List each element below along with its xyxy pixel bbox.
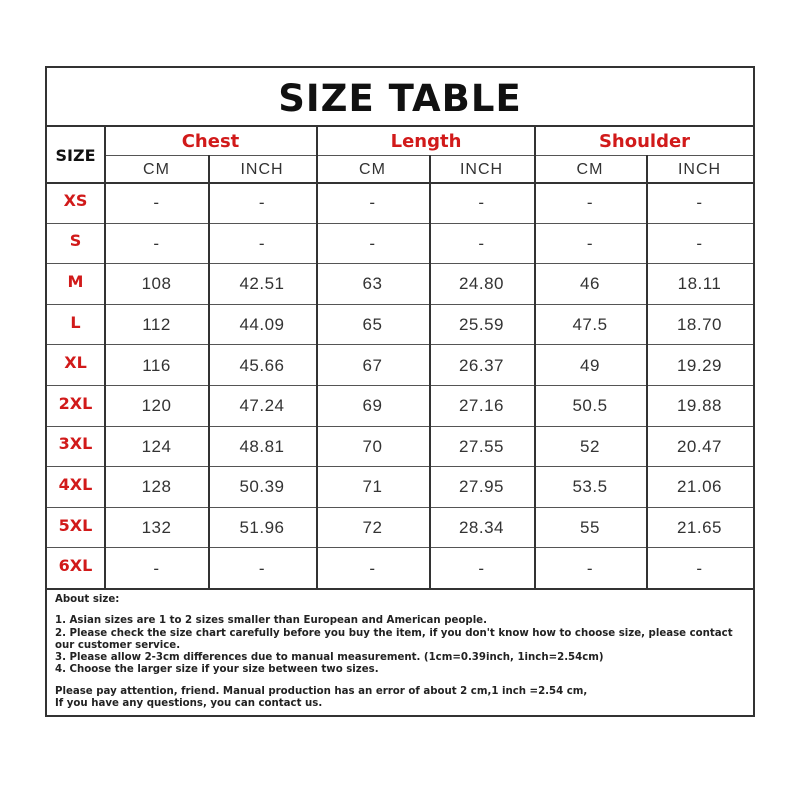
unit-header-inch: INCH [240, 160, 284, 178]
about-size-notes [55, 594, 750, 710]
unit-header-cm: CM [576, 160, 604, 178]
measurement-cell: 42.51 [239, 274, 285, 294]
measurement-cell: - [369, 193, 376, 213]
measurement-cell: - [696, 558, 703, 578]
measurement-cell: 55 [580, 518, 600, 538]
measurement-cell: - [258, 558, 266, 578]
measurement-cell: - [696, 193, 703, 213]
measurement-cell: 67 [362, 355, 383, 375]
size-label: XL [64, 353, 87, 373]
measurement-cell: 71 [362, 477, 383, 497]
note-item: 4. Choose the larger size if your size between two sizes. [55, 664, 379, 676]
measurement-cell: - [696, 233, 703, 253]
measurement-cell: 70 [362, 436, 383, 456]
size-label: 2XL [58, 393, 93, 413]
row-divider [47, 588, 753, 590]
size-label: 6XL [58, 556, 93, 576]
measurement-cell: - [369, 233, 376, 253]
measurement-cell: 116 [142, 355, 171, 375]
measurement-cell: 27.95 [458, 477, 505, 497]
measurement-cell: 112 [142, 315, 171, 335]
size-column-header: SIZE [55, 146, 96, 165]
note-item: 1. Asian sizes are 1 to 2 sizes smaller than European and American people. [55, 615, 487, 627]
size-label: 3XL [58, 434, 93, 454]
measurement-cell: 72 [362, 518, 383, 538]
measurement-cell: 128 [141, 477, 172, 497]
measurement-cell: 21.65 [676, 518, 723, 538]
measurement-cell: 25.59 [458, 315, 505, 335]
notes-footer-line: If you have any questions, you can contact us. [55, 698, 323, 710]
measurement-cell: 24.80 [458, 274, 505, 294]
measurement-cell: - [153, 193, 160, 213]
size-label: S [69, 231, 82, 251]
measurement-cell: 53.5 [572, 477, 608, 497]
measurement-cell: 48.81 [239, 436, 285, 456]
measurement-cell: 20.47 [676, 436, 723, 456]
table-title: SIZE TABLE [278, 76, 522, 120]
measurement-cell: 65 [362, 315, 383, 335]
unit-header-cm: CM [143, 160, 170, 178]
measurement-cell: 47.5 [572, 315, 608, 335]
measurement-cell: - [258, 193, 266, 213]
measurement-cell: 124 [141, 436, 172, 456]
size-label: 5XL [58, 515, 93, 535]
measurement-cell: 52 [580, 436, 600, 456]
measurement-cell: 108 [141, 274, 172, 294]
notes-heading: About size: [55, 594, 120, 605]
size-label: L [70, 312, 81, 332]
measurement-cell: 49 [580, 355, 600, 375]
measurement-cell: - [153, 233, 160, 253]
measurement-cell: - [258, 233, 266, 253]
measurement-cell: 21.06 [676, 477, 723, 497]
measurement-cell: - [586, 193, 594, 213]
measurement-cell: 69 [362, 396, 383, 416]
measurement-cell: 27.16 [458, 396, 505, 416]
measurement-cell: - [369, 558, 376, 578]
measurement-cell: 63 [362, 274, 383, 294]
size-label: M [67, 271, 84, 291]
measurement-cell: 45.66 [239, 355, 285, 375]
measurement-cell: - [153, 558, 160, 578]
measurement-cell: 44.09 [239, 315, 285, 335]
measurement-cell: 120 [141, 396, 172, 416]
measurement-cell: - [478, 233, 485, 253]
measurement-cell: 47.24 [239, 396, 285, 416]
measurement-cell: 18.11 [677, 274, 722, 294]
measurement-cell: - [478, 558, 485, 578]
measurement-cell: 132 [141, 518, 172, 538]
chest-header: Chest [181, 130, 240, 152]
size-label: XS [63, 190, 88, 210]
note-item: 3. Please allow 2-3cm differences due to manual measurement. (1cm=0.39inch, 1inch=2.54cm) [55, 652, 604, 664]
size-label: 4XL [58, 474, 93, 494]
measurement-cell: 26.37 [458, 355, 505, 375]
unit-header-cm: CM [359, 160, 386, 178]
measurement-cell: 19.29 [676, 355, 723, 375]
unit-header-inch: INCH [677, 160, 722, 178]
notes-footer-line: Please pay attention, friend. Manual production has an error of about 2 cm,1 inch =2.54 cm, [55, 685, 588, 697]
measurement-cell: 46 [580, 274, 600, 294]
unit-header-inch: INCH [459, 160, 504, 178]
measurement-cell: 19.88 [676, 396, 723, 416]
shoulder-header: Shoulder [598, 130, 691, 152]
measurement-cell: - [478, 193, 485, 213]
note-item: 2. Please check the size chart carefully before you buy the item, if you don't know how to choose size, please contact our customer service. [55, 627, 737, 651]
length-header: Length [390, 130, 462, 152]
measurement-cell: 18.70 [676, 315, 723, 335]
measurement-cell: 27.55 [458, 436, 505, 456]
measurement-cell: - [586, 233, 594, 253]
measurement-cell: 50.5 [572, 396, 608, 416]
measurement-cell: 28.34 [458, 518, 505, 538]
measurement-cell: 50.39 [239, 477, 285, 497]
measurement-cell: 51.96 [239, 518, 285, 538]
measurement-cell: - [586, 558, 594, 578]
